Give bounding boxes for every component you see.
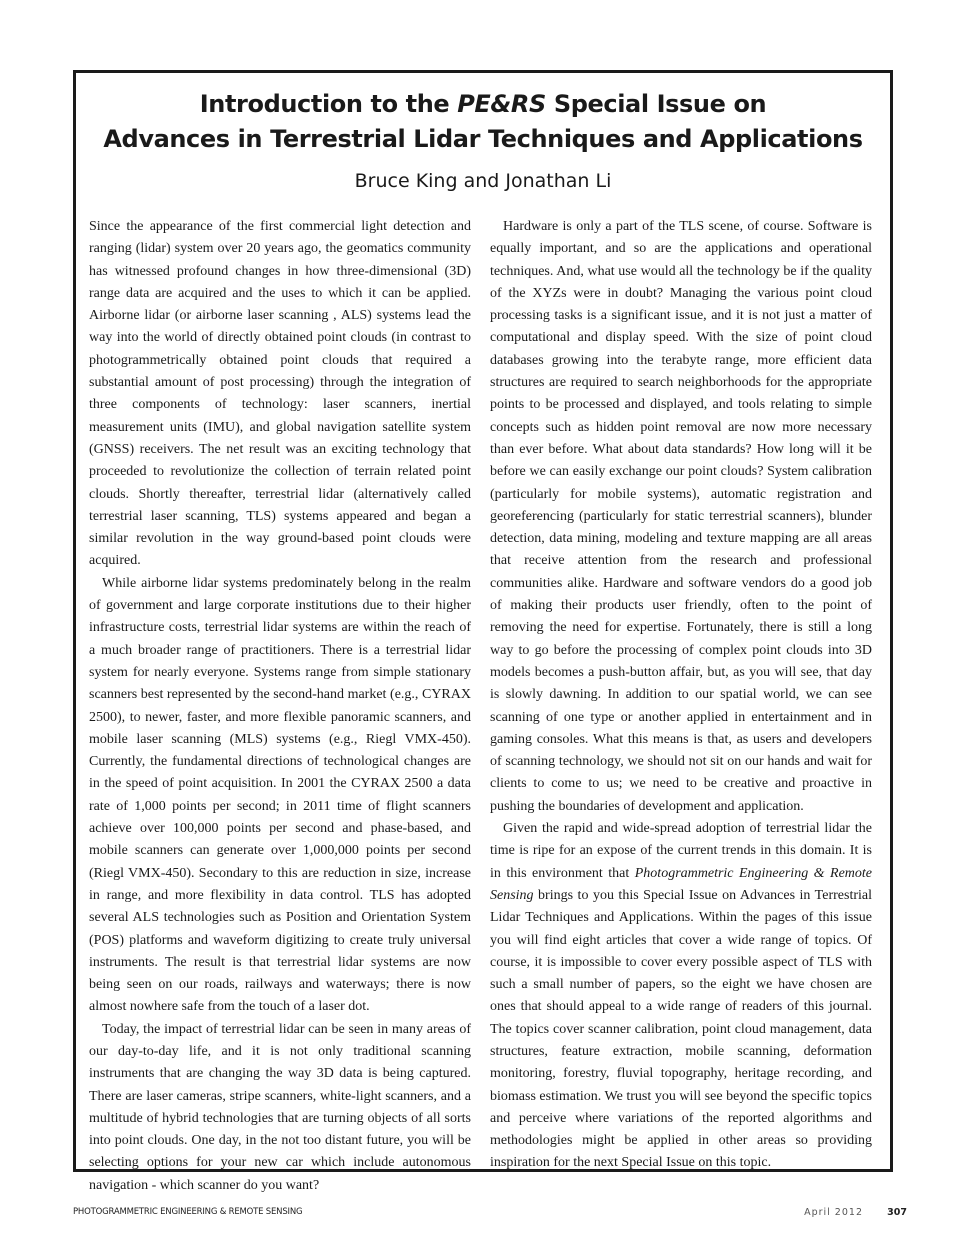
paragraph-text: brings to you this Special Issue on Advances in Terrestrial Lidar Techniques and Applications. Within the pages of this issue you will find eight articles that cover a wide range of topics. Of course, it is impossible to cover every possible aspect of TLS with such a small number of papers, so the eight we have chosen are ones that should appeal to a wide range of readers of this journal. The topics cover scanner calibration, point cloud management, data structures, feature extraction, mobile scanning, deformation monitoring, forestry, fluvial topography, heritage recording, and biomass estimation. We trust you will see beyond the specific topics and perceive where variations of the reported algorithms and methodologies might be applied in other areas so providing inspiration for the next Special Issue on this topic. (490, 887, 872, 1171)
paragraph: While airborne lidar systems predominately belong in the realm of government and large corporate institutions due to their higher infrastructure costs, terrestrial lidar systems are within the reach of a much broader range of practitioners. There is a terrestrial lidar system for nearly everyone. Systems range from simple stationary scanners best represented by the second-hand market (e.g., CYRAX 2500), to newer, faster, and more flexible panoramic scanners, and mobile laser scanning (MLS) systems (e.g., Riegl VMX-450). Currently, the fundamental directions of technological changes are in the speed of point acquisition. In 2001 the CYRAX 2500 a data rate of 1,000 points per second; in 2011 time of flight scanners achieve over 100,000 points per second and phase-based, and mobile scanners can generate over 1,000,000 points per second (Riegl VMX-450). Secondary to this are reduction in size, increase in range, and more flexibility in data control. TLS has adopted several ALS technologies such as Position and Orientation System (POS) platforms and waveform digitizing to create truly universal instruments. The result is that terrestrial lidar systems are now being seen on our roads, railways and waterways; there is now almost nowhere safe from the touch of a laser dot. (89, 575, 471, 1015)
article-frame (73, 70, 893, 1193)
paragraph: Hardware is only a part of the TLS scene, of course. Software is equally important, and so are the applications and operational techniques. And, what use would all the technology be if the quality of the XYZs were in doubt? Managing the various point cloud processing tasks is a significant issue, and it is not just a matter of computational and display speed. With the size of point cloud databases growing into the terabyte range, more efficient data structures are required to search neighborhoods for the appropriate points to be processed and displayed, and tools relating to simple concepts such as hidden point removal are now more necessary than ever before. What about data standards? How long will it be before we can easily exchange our point clouds? System calibration (particularly for mobile systems), automatic registration and georeferencing (particularly for static terrestrial scanners), blunder detection, data mining, modeling and texture mapping are all areas that receive attention from the research and professional communities alike. Hardware and software vendors do a good job of making their products user friendly, often to the point of removing the need for expertise. Fortunately, there is still a long way to go before the processing of complex point clouds into 3D models becomes a push-button affair, but, as you will see, that day is slowly dawning. In addition to our spatial world, we can see scanning of one type or another applied in entertainment and in gaming consoles. What this means is that, as users and developers of scanning technology, we should not sit on our hands and wait for clients to come to us; we need to be creative and proactive in pushing the boundaries of development and application. (490, 219, 872, 814)
paragraph (490, 818, 872, 1175)
title-line2: Advances in Terrestrial Lidar Techniques and Applications (103, 125, 863, 153)
paragraph: Since the appearance of the first commercial light detection and ranging (lidar) system over 20 years ago, the geomatics community has witnessed profound changes in how three-dimensional (3D) range data are acquired and the uses to which it can be applied. Airborne lidar (or airborne laser scanning , ALS) systems lead the way into the world of directly obtained point clouds (in contrast to photogrammetrically obtained point clouds that required a substantial amount of post processing) through the integration of three components of technology: laser scanners, inertial measurement units (IMU), and global navigation satellite system (GNSS) receivers. The net result was an exciting technology that proceeded to revolutionize the collection of terrain related point clouds. Shortly thereafter, terrestrial lidar (alternatively called terrestrial laser scanning, TLS) systems appeared and began a similar revolution in the way ground-based point clouds were acquired. (89, 219, 471, 569)
authors: Bruce King and Jonathan Li (354, 170, 612, 192)
left-column (89, 216, 471, 1197)
title-line1-suffix: Special Issue on (545, 90, 767, 118)
article-title (76, 87, 890, 157)
journal-name: Photogrammetric Engineering & Remote Sensing (490, 865, 872, 903)
page-footer (73, 1207, 907, 1221)
footer-journal-name: PHOTOGRAMMETRIC ENGINEERING & REMOTE SENSING (73, 1207, 303, 1217)
title-journal-abbrev: PE&RS (457, 90, 546, 118)
title-line1-prefix: Introduction to the (199, 90, 458, 118)
paragraph-text: Given the rapid and wide-spread adoption of terrestrial lidar the time is ripe for an expose of the current trends in this domain. It is in this environment that (490, 821, 872, 881)
right-column (490, 216, 872, 1175)
page-number: 307 (887, 1207, 907, 1218)
paragraph: Today, the impact of terrestrial lidar can be seen in many areas of our day-to-day life, and it is not only traditional scanning instruments that are changing the way 3D data is being captured. There are laser cameras, stripe scanners, white-light scanners, and a multitude of hybrid technologies that are turning objects of all sorts into point clouds. One day, in the not too distant future, you will be selecting options for your new car which include autonomous navigation - which scanner do you want? (89, 1021, 471, 1193)
footer-date: April 2012 (804, 1207, 863, 1218)
